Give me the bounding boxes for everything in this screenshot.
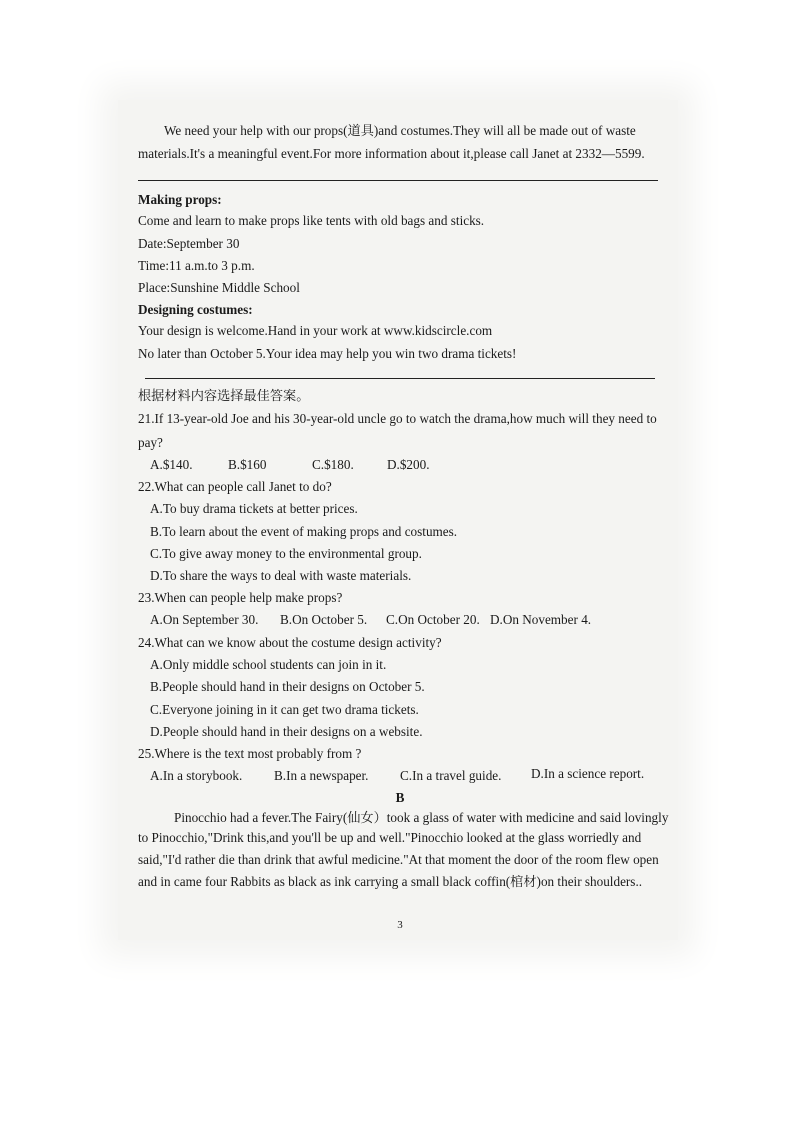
question-25-stem: 25.Where is the text most probably from ?: [138, 746, 362, 761]
question-22-option-b: B.To learn about the event of making props and costumes.: [150, 524, 458, 539]
intro-line-1: We need your help with our props(道具)and costumes.They will all be made out of waste: [164, 123, 636, 138]
question-21-option-c: C.$180.: [312, 457, 354, 472]
question-23-option-c: C.On October 20.: [386, 612, 480, 627]
question-25-option-c: C.In a travel guide.: [400, 768, 502, 783]
question-25-option-b: B.In a newspaper.: [274, 768, 369, 783]
designing-costumes-line-1: Your design is welcome.Hand in your work at www.kidscircle.com: [138, 323, 493, 338]
question-23-option-b: B.On October 5.: [280, 612, 368, 627]
question-23-stem: 23.When can people help make props?: [138, 590, 343, 605]
question-21-stem: 21.If 13-year-old Joe and his 30-year-old uncle go to watch the drama,how much will they need to: [138, 411, 657, 426]
instruction: 根据材料内容选择最佳答案。: [138, 388, 310, 403]
question-21-option-b: B.$160: [228, 457, 267, 472]
question-22-option-c: C.To give away money to the environmental group.: [150, 546, 422, 561]
divider-bottom: [145, 378, 655, 379]
intro-line-2: materials.It's a meaningful event.For more information about it,please call Janet at 2332—5599.: [138, 146, 645, 161]
designing-costumes-line-2: No later than October 5.Your idea may help you win two drama tickets!: [138, 346, 517, 361]
question-24-option-c: C.Everyone joining in it can get two drama tickets.: [150, 702, 419, 717]
question-23-option-a: A.On September 30.: [150, 612, 259, 627]
question-22-option-a: A.To buy drama tickets at better prices.: [150, 501, 358, 516]
question-24-option-a: A.Only middle school students can join in it.: [150, 657, 387, 672]
question-24-option-d: D.People should hand in their designs on a website.: [150, 724, 423, 739]
section-b-line-3: said,"I'd rather die than drink that awful medicine."At that moment the door of the room flew open: [138, 852, 659, 867]
question-21-option-d: D.$200.: [387, 457, 430, 472]
making-props-heading: Making props:: [138, 192, 222, 207]
making-props-time: Time:11 a.m.to 3 p.m.: [138, 258, 255, 273]
designing-costumes-heading: Designing costumes:: [138, 302, 253, 317]
question-23-option-d: D.On November 4.: [490, 612, 592, 627]
question-22-option-d: D.To share the ways to deal with waste materials.: [150, 568, 412, 583]
divider-top: [138, 180, 658, 181]
section-b-line-4: and in came four Rabbits as black as ink carrying a small black coffin(棺材)on their shoulders..: [138, 874, 643, 889]
question-21-option-a: A.$140.: [150, 457, 193, 472]
making-props-place: Place:Sunshine Middle School: [138, 280, 300, 295]
question-24-option-b: B.People should hand in their designs on October 5.: [150, 679, 425, 694]
page-number: 3: [397, 919, 403, 931]
question-25-option-d: D.In a science report.: [531, 766, 645, 781]
making-props-date: Date:September 30: [138, 236, 240, 251]
question-24-stem: 24.What can we know about the costume design activity?: [138, 635, 442, 650]
question-25-option-a: A.In a storybook.: [150, 768, 243, 783]
section-b-line-1: Pinocchio had a fever.The Fairy(仙女）took a glass of water with medicine and said lovingly: [174, 810, 669, 825]
section-b-label: B: [395, 790, 405, 805]
section-b-line-2: to Pinocchio,"Drink this,and you'll be up and well."Pinocchio looked at the glass worriedly and: [138, 830, 642, 845]
question-22-stem: 22.What can people call Janet to do?: [138, 479, 332, 494]
making-props-description: Come and learn to make props like tents with old bags and sticks.: [138, 213, 485, 228]
question-21-stem-cont: pay?: [138, 435, 163, 450]
